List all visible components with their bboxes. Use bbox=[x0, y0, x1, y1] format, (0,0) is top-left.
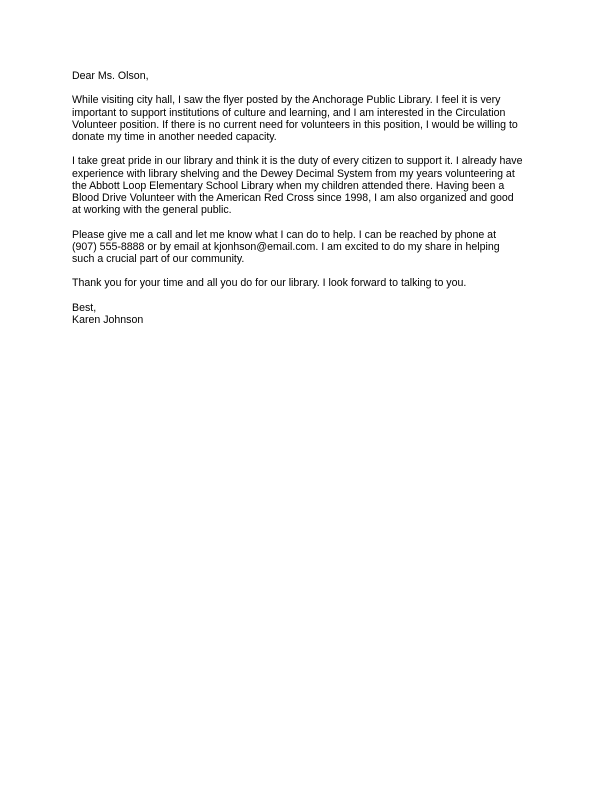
paragraph-2-line: Blood Drive Volunteer with the American Red Cross since 1998, I am also organized and good bbox=[72, 192, 514, 204]
paragraph-3-line: Please give me a call and let me know what I can do to help. I can be reached by phone at bbox=[72, 228, 497, 241]
paragraph-2-line: at working with the general public. bbox=[72, 204, 232, 217]
paragraph-1 bbox=[72, 94, 552, 143]
salutation bbox=[72, 70, 552, 82]
paragraph-1-line: Volunteer position. If there is no current need for volunteers in this position, I would be willing to bbox=[72, 118, 518, 131]
paragraph-2-line: I take great pride in our library and think it is the duty of every citizen to support it. I already have bbox=[72, 155, 523, 168]
paragraph-3 bbox=[72, 229, 552, 266]
paragraph-1-line: important to support institutions of culture and learning, and I am interested in the Circulation bbox=[72, 106, 506, 119]
paragraph-2-line: the Abbott Loop Elementary School Library when my children attended there. Having been a bbox=[72, 179, 505, 192]
paragraph-1-line: donate my time in another needed capacity. bbox=[72, 131, 277, 143]
signature-name: Karen Johnson bbox=[72, 313, 144, 326]
closing: Best, bbox=[72, 301, 97, 314]
paragraph-1-line: While visiting city hall, I saw the flyer posted by the Anchorage Public Library. I feel it is very bbox=[72, 94, 501, 107]
sign-off bbox=[72, 302, 552, 326]
letter-body bbox=[72, 70, 552, 326]
paragraph-4 bbox=[72, 277, 552, 289]
paragraph-2-line: experience with library shelving and the Dewey Decimal System from my years volunteering at bbox=[72, 167, 515, 180]
salutation-line: Dear Ms. Olson, bbox=[72, 70, 149, 82]
paragraph-4-line: Thank you for your time and all you do for our library. I look forward to talking to you. bbox=[72, 277, 467, 290]
paragraph-3-line: (907) 555-8888 or by email at kjonhson@email.com. I am excited to do my share in helping bbox=[72, 240, 500, 253]
paragraph-2 bbox=[72, 155, 552, 216]
paragraph-3-line: such a crucial part of our community. bbox=[72, 253, 245, 265]
